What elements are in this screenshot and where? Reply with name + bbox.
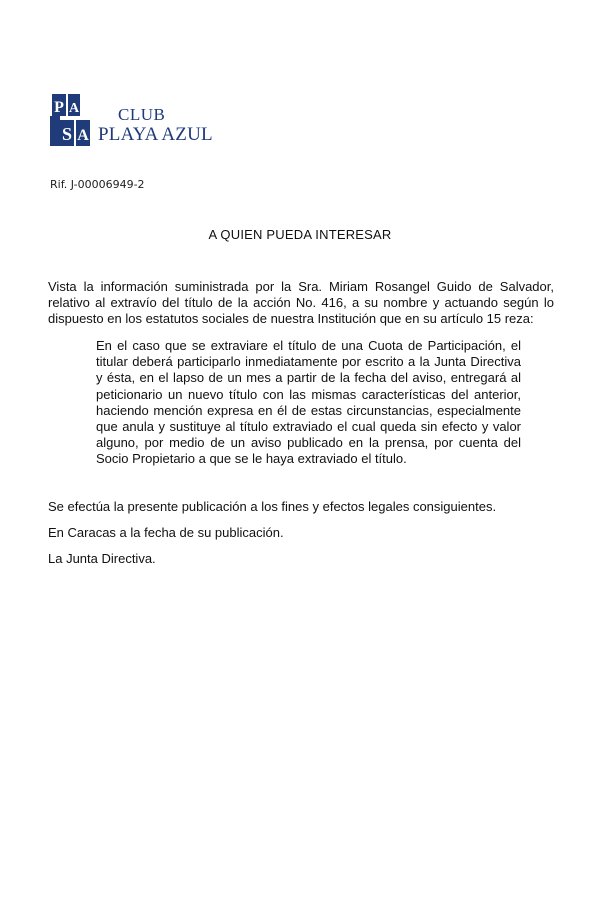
place-date-paragraph: En Caracas a la fecha de su publicación. bbox=[48, 525, 284, 540]
logo-club-text: CLUB bbox=[118, 105, 166, 124]
statute-quote: En el caso que se extraviare el título de una Cuota de Participación, el titular deberá participarlo inmediatamente por escrito a la Junta Directiva y ésta, en el lapso de un mes a partir de la fecha del aviso, entregará al peticionario un nuevo título con las mismas características del anterior, haciendo mención expresa en él de estas circunstancias, especialmente que anula y sustituye al título extraviado el cual queda sin efecto y valor alguno, por medio de un aviso publicado en la prensa, por cuenta del Socio Propietario a que se le haya extraviado el título. bbox=[96, 338, 521, 467]
svg-text:A: A bbox=[68, 101, 80, 116]
svg-text:A: A bbox=[77, 127, 89, 144]
signature-line: La Junta Directiva. bbox=[48, 551, 156, 566]
purpose-paragraph: Se efectúa la presente publicación a los fines y efectos legales consiguientes. bbox=[48, 499, 497, 514]
svg-text:P: P bbox=[54, 99, 64, 116]
club-monogram-icon bbox=[50, 92, 92, 148]
document-heading: A QUIEN PUEDA INTERESAR bbox=[208, 227, 392, 242]
logo-name-text: PLAYA AZUL bbox=[98, 124, 213, 145]
club-logo bbox=[50, 92, 213, 150]
intro-paragraph: Vista la información suministrada por la Sra. Miriam Rosangel Guido de Salvador, relativo al extravío del título de la acción No. 416, a su nombre y actuando según lo dispuesto en los estatutos sociales de nuestra Institución que en su artículo 15 reza: bbox=[48, 279, 554, 326]
svg-text:S: S bbox=[61, 124, 73, 144]
rif-number: Rif. J-00006949-2 bbox=[50, 178, 145, 191]
